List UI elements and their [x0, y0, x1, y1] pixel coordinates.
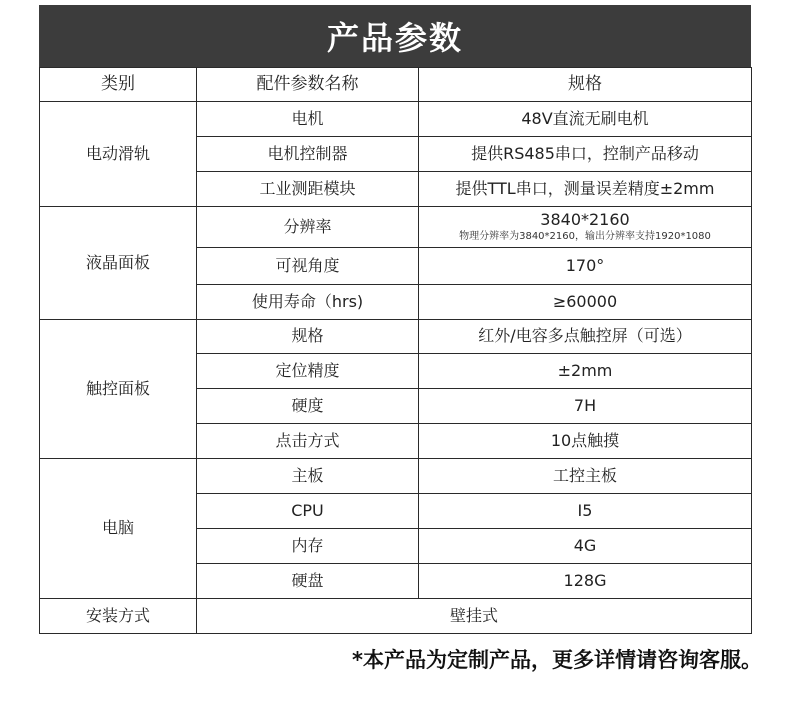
param-name-cell: 硬度: [197, 389, 419, 424]
param-name-cell: 可视角度: [197, 248, 419, 285]
spec-cell: 4G: [419, 529, 752, 564]
spec-cell: 48V直流无刷电机: [419, 102, 752, 137]
spec-cell: 170°: [419, 248, 752, 285]
spec-cell: 10点触摸: [419, 424, 752, 459]
page-title: 产品参数: [326, 19, 463, 57]
param-name-cell: 分辨率: [197, 207, 419, 248]
table-row: [40, 320, 752, 354]
table-header-row: [40, 68, 752, 102]
category-cell: 液晶面板: [40, 207, 197, 320]
category-cell: 电动滑轨: [40, 102, 197, 207]
param-name-cell: 定位精度: [197, 354, 419, 389]
spec-main-text: 3840*2160: [540, 210, 630, 230]
spec-cell: I5: [419, 494, 752, 529]
spec-cell: ≥60000: [419, 285, 752, 320]
param-name-cell: 点击方式: [197, 424, 419, 459]
spec-cell: [419, 207, 752, 248]
spec-cell: 壁挂式: [197, 599, 752, 634]
spec-table: [39, 67, 752, 634]
header-spec: 规格: [419, 68, 752, 102]
category-cell: 电脑: [40, 459, 197, 599]
spec-cell: 红外/电容多点触控屏（可选）: [419, 320, 752, 354]
header-param-name: 配件参数名称: [197, 68, 419, 102]
spec-cell: 128G: [419, 564, 752, 599]
param-name-cell: 电机控制器: [197, 137, 419, 172]
spec-cell: 工控主板: [419, 459, 752, 494]
header-category: 类别: [40, 68, 197, 102]
param-name-cell: 硬盘: [197, 564, 419, 599]
param-name-cell: 主板: [197, 459, 419, 494]
category-cell: 安装方式: [40, 599, 197, 634]
param-name-cell: 内存: [197, 529, 419, 564]
spec-note-text: 物理分辨率为3840*2160，输出分辨率支持1920*1080: [459, 231, 711, 243]
param-name-cell: 电机: [197, 102, 419, 137]
title-banner: [39, 5, 751, 67]
table-row: [40, 207, 752, 248]
table-row: [40, 459, 752, 494]
spec-cell: ±2mm: [419, 354, 752, 389]
param-name-cell: 工业测距模块: [197, 172, 419, 207]
category-cell: 触控面板: [40, 320, 197, 459]
footnote: *本产品为定制产品，更多详情请咨询客服。: [352, 648, 762, 672]
param-name-cell: 规格: [197, 320, 419, 354]
table-row: [40, 102, 752, 137]
param-name-cell: CPU: [197, 494, 419, 529]
spec-cell: 提供RS485串口，控制产品移动: [419, 137, 752, 172]
spec-cell: 提供TTL串口，测量误差精度±2mm: [419, 172, 752, 207]
param-name-cell: 使用寿命（hrs): [197, 285, 419, 320]
spec-cell: 7H: [419, 389, 752, 424]
table-row: [40, 599, 752, 634]
